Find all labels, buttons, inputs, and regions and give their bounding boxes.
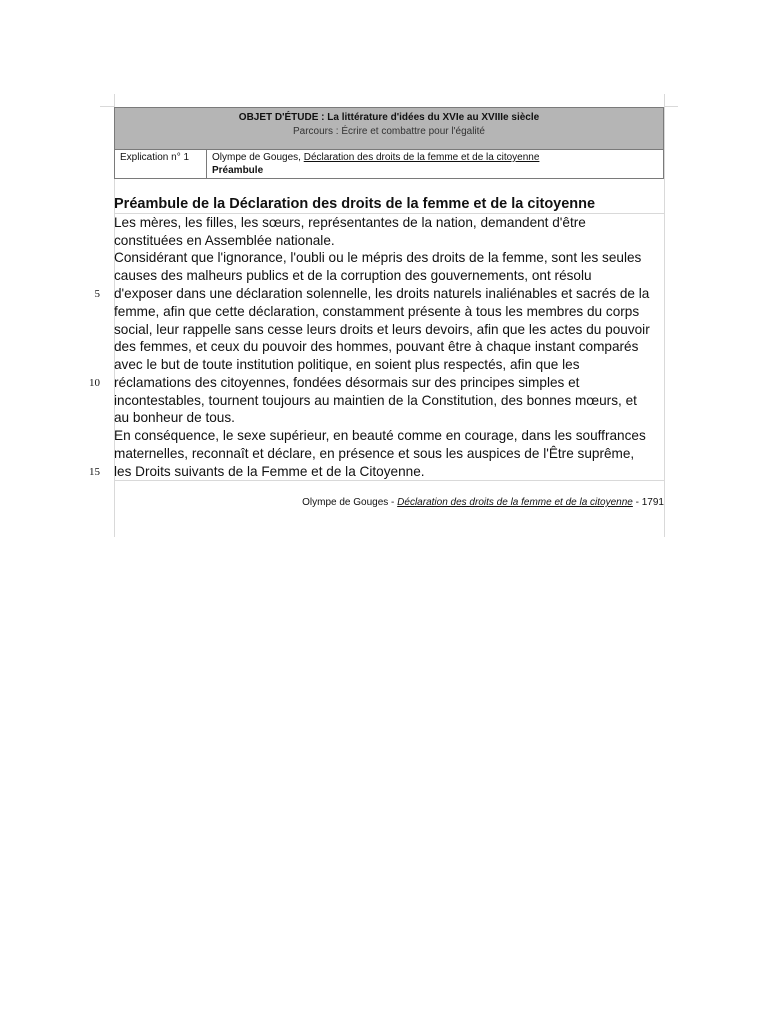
header-table <box>114 107 664 179</box>
text-line: réclamations des citoyennes, fondées désormais sur des principes simples et <box>114 375 580 390</box>
header-banner <box>115 108 663 150</box>
source-citation <box>302 497 664 508</box>
text-line: des femmes, et ceux du pouvoir des hommes, pouvant être à chaque instant comparés <box>114 339 639 354</box>
work-reference <box>207 150 663 178</box>
text-title: Préambule de la Déclaration des droits de la femme et de la citoyenne <box>114 196 596 212</box>
line-number: 10 <box>89 377 100 389</box>
text-line: au bonheur de tous. <box>114 410 235 425</box>
objet-etude-label: OBJET D'ÉTUDE : La littérature d'idées du XVIe au XVIIIe siècle <box>238 112 540 123</box>
work-title: Déclaration des droits de la femme et de la citoyenne <box>303 152 540 163</box>
line-number: 5 <box>94 288 100 300</box>
text-line: femme, afin que cette déclaration, constamment présente à tous les membres du corps <box>114 304 640 319</box>
source-year: - 1791 <box>632 497 664 508</box>
text-line: causes des malheurs publics et de la corruption des gouvernements, ont résolu <box>114 268 592 283</box>
source-author: Olympe de Gouges - <box>302 497 398 508</box>
text-line: d'exposer dans une déclaration solennelle, les droits naturels inaliénables et sacrés de la <box>114 286 650 301</box>
text-line: social, leur rappelle sans cesse leurs droits et leurs devoirs, afin que les actes du pouvoir <box>114 322 650 337</box>
margin-guide-footer <box>114 480 664 481</box>
text-line: Considérant que l'ignorance, l'oubli ou le mépris des droits de la femme, sont les seules <box>114 250 642 265</box>
text-line: constituées en Assemblée nationale. <box>114 233 335 248</box>
header-row <box>115 150 663 178</box>
text-line: Les mères, les filles, les sœurs, représentantes de la nation, demandent d'être <box>114 215 586 230</box>
margin-guide-top-left <box>100 106 114 107</box>
parcours-label: Parcours : Écrire et combattre pour l'égalité <box>293 126 485 137</box>
section-label: Préambule <box>212 165 264 176</box>
author-name: Olympe de Gouges, <box>212 152 304 163</box>
text-line: avec le but de toute institution politique, en soient plus respectés, afin que les <box>114 357 580 372</box>
text-line: incontestables, tournent toujours au maintien de la Constitution, des bonnes mœurs, et <box>114 393 637 408</box>
text-line: maternelles, reconnaît et déclare, en présence et sous les auspices de l'Être suprême, <box>114 446 635 461</box>
explication-number: Explication n° 1 <box>115 150 207 178</box>
text-line: En conséquence, le sexe supérieur, en beauté comme en courage, dans les souffrances <box>114 428 646 443</box>
text-line: les Droits suivants de la Femme et de la Citoyenne. <box>114 464 425 479</box>
margin-guide-top-right <box>664 106 678 107</box>
margin-guide-right <box>664 94 665 537</box>
line-number: 15 <box>89 466 100 478</box>
source-work: Déclaration des droits de la femme et de la citoyenne <box>397 497 633 508</box>
